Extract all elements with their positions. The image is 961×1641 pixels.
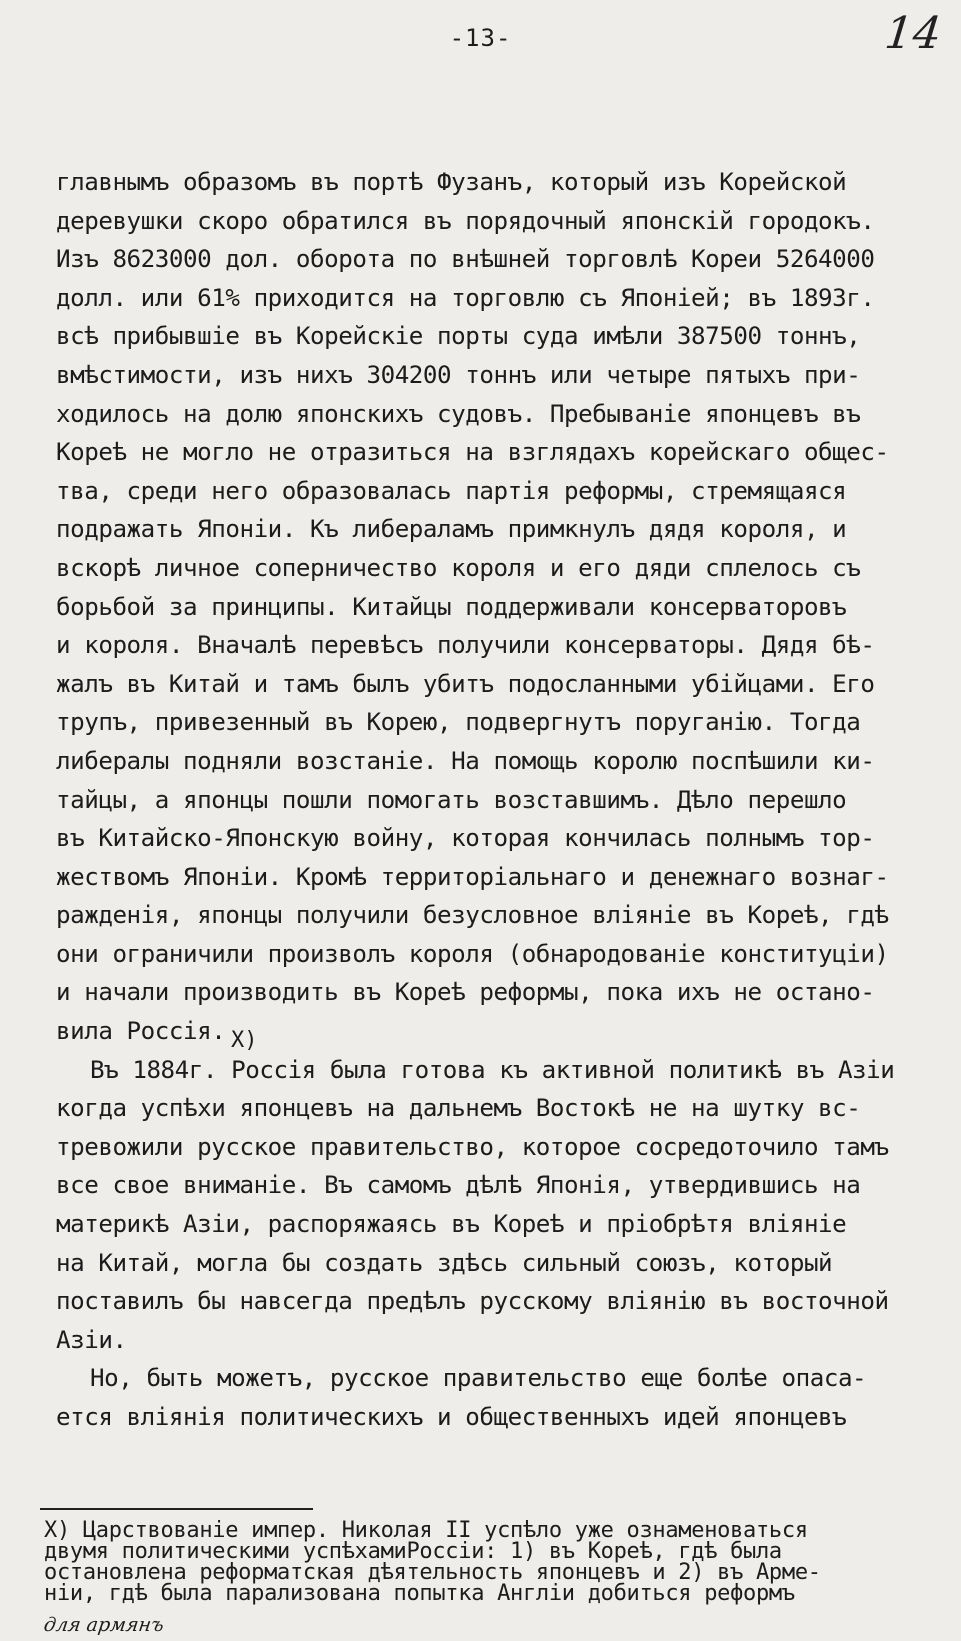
text-line: тва, среди него образовалась партiя реформы, стремящаяся	[56, 476, 847, 505]
text-line: когда успѣхи японцевъ на дальнемъ Востокѣ не на шутку вс-	[56, 1094, 861, 1123]
text-line: долл. или 61% приходится на торговлю съ Японiей; въ 1893г.	[56, 283, 875, 312]
text-line: въ Китайско-Японскую войну, которая кончилась полнымъ тор-	[56, 824, 875, 853]
handwritten-archive-number: 14	[882, 8, 944, 59]
text-line: ется влiянiя политическихъ и общественныхъ идей японцевъ	[56, 1403, 847, 1431]
text-line: материкѣ Азiи, распоряжаясь въ Кореѣ и прiобрѣтя влiянiе	[56, 1210, 847, 1239]
text-line: Изъ 8623000 дол. оборота по внѣшней торговлѣ Кореи 5264000	[56, 245, 875, 274]
text-line: трупъ, привезенный въ Корею, подвергнутъ поруганiю. Тогда	[56, 708, 861, 737]
text-line: жалъ въ Китай и тамъ былъ убитъ подосланными убiйцами. Его	[56, 669, 875, 698]
text-line: вскорѣ личное соперничество короля и его дяди сплелось съ	[56, 553, 861, 582]
handwritten-note: для армянъ	[42, 1614, 166, 1636]
text-line: всѣ прибывшiе въ Корейскiе порты суда имѣли 387500 тоннъ,	[56, 322, 861, 351]
footnote-line: двумя политическими успѣхамиРоссiи: 1) въ Кореѣ, гдѣ была	[44, 1539, 782, 1564]
page-number: -13-	[449, 24, 512, 52]
text-line: Кореѣ не могло не отразиться на взглядахъ корейскаго общес-	[56, 438, 889, 467]
text-line: ражденiя, японцы получили безусловное влiянiе въ Кореѣ, гдѣ	[56, 901, 889, 930]
text-line: поставилъ бы навсегда предѣлъ русскому влiянiю въ восточной	[56, 1287, 889, 1316]
text-line: и начали производить въ Кореѣ реформы, пока ихъ не остано-	[56, 978, 875, 1007]
footnotes	[44, 1520, 944, 1604]
text-line: они ограничили произволъ короля (обнародованiе конституцiи)	[56, 939, 889, 968]
text-line: либералы подняли возстанiе. На помощь королю поспѣшили ки-	[56, 746, 875, 775]
footnote-line: нiи, гдѣ была парализована попытка Англiи добиться реформъ	[44, 1581, 795, 1606]
text-line: на Китай, могла бы создать здѣсь сильный союзъ, который	[56, 1248, 833, 1277]
text-line: Азiи.	[56, 1325, 127, 1354]
text-line: Но, быть можетъ, русское правительство еще болѣе опаса-	[90, 1364, 867, 1393]
footnote-marker: X)	[231, 1028, 258, 1053]
text-line: борьбой за принципы. Китайцы поддерживали консерваторовъ	[56, 592, 847, 621]
text-line: вмѣстимости, изъ нихъ 304200 тоннъ или четыре пятыхъ при-	[56, 360, 861, 389]
text-line: главнымъ образомъ въ портѣ Фузанъ, который изъ Корейской	[56, 168, 847, 196]
text-line: тревожили русское правительство, которое сосредоточило тамъ	[56, 1132, 889, 1161]
footnote-divider	[40, 1508, 313, 1510]
text-line: тайцы, а японцы пошли помогать возставшимъ. Дѣло перешло	[56, 785, 847, 814]
footnote-line: остановлена реформатская дѣятельность японцевъ и 2) въ Арме-	[44, 1560, 821, 1585]
text-line: ходилось на долю японскихъ судовъ. Пребыванiе японцевъ въ	[56, 399, 861, 428]
text-line: подражать Японiи. Къ либераламъ примкнулъ дядя короля, и	[56, 515, 847, 544]
footnote-line: X) Царствованiе импер. Николая II успѣло уже ознаменоваться	[44, 1518, 808, 1543]
text-line: Въ 1884г. Россiя была готова къ активной политикѣ въ Азiи	[90, 1055, 895, 1084]
text-line: деревушки скоро обратился въ порядочный японскiй городокъ.	[56, 206, 875, 235]
text-line: вила Россiя.	[56, 1017, 226, 1046]
text-line: все свое вниманiе. Въ самомъ дѣлѣ Японiя, утвердившись на	[56, 1171, 861, 1200]
text-line: и короля. Вначалѣ перевѣсъ получили консерваторы. Дядя бѣ-	[56, 631, 875, 660]
body-text	[56, 163, 936, 1437]
text-line: жествомъ Японiи. Кромѣ территорiальнаго и денежнаго вознаг-	[56, 862, 889, 891]
